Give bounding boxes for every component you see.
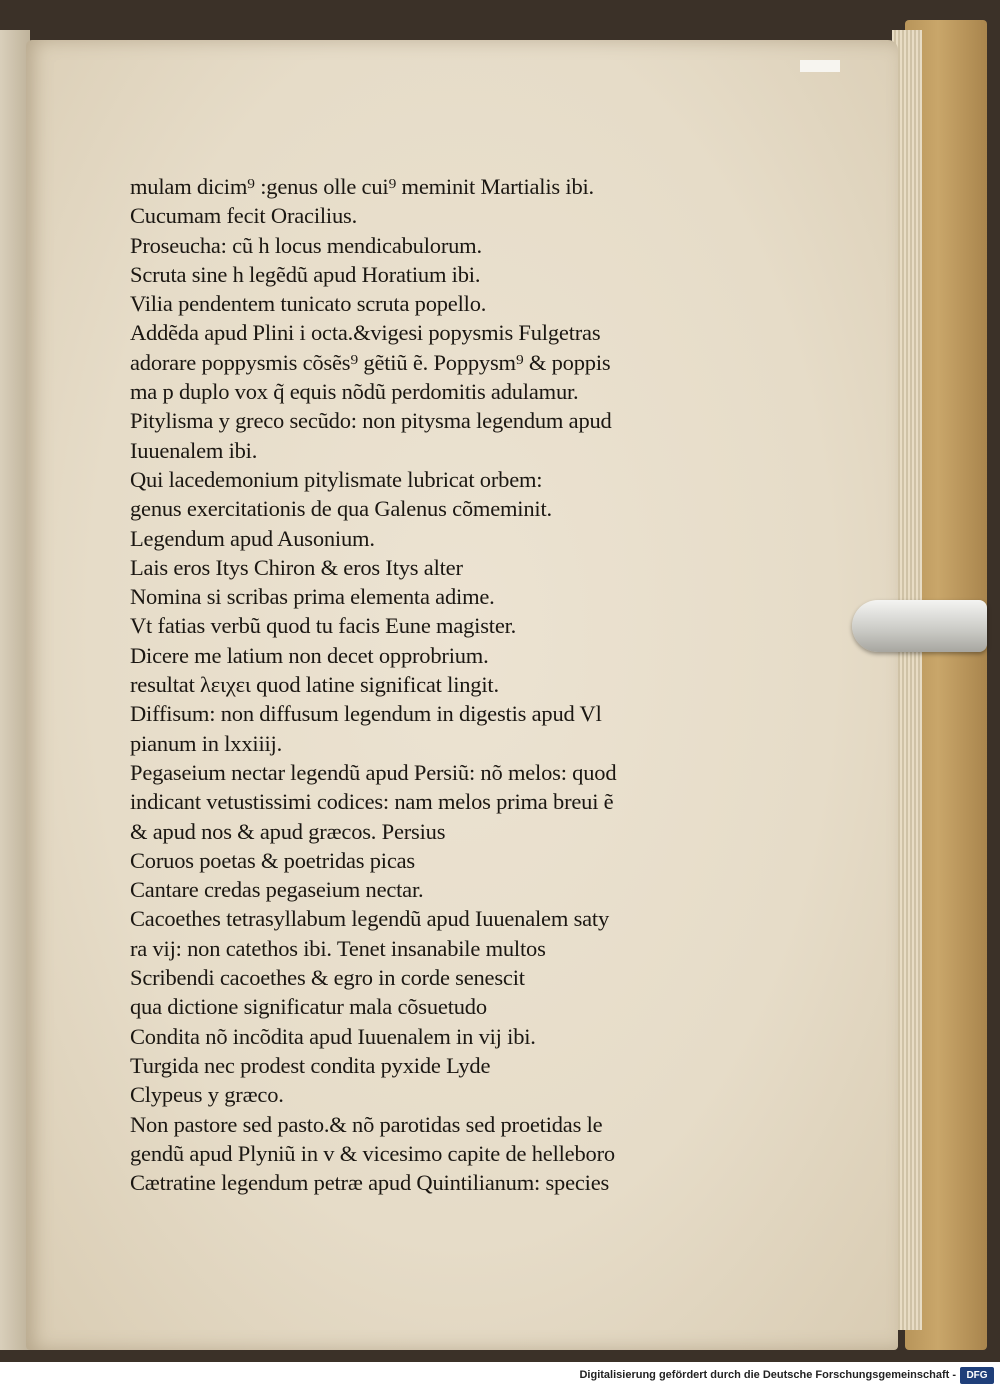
text-line: Coruos poetas & poetridas picas (130, 847, 415, 873)
paper-tab (800, 60, 840, 72)
funding-credit: Digitalisierung gefördert durch die Deutsche Forschungsgemeinschaft - (579, 1369, 956, 1381)
text-line: Nomina si scribas prima elementa adime. (130, 584, 495, 610)
text-line: Scribendi cacoethes & egro in corde senescit (130, 965, 525, 991)
text-line: & apud nos & apud græcos. Persius (130, 818, 446, 844)
text-line: ma p duplo vox q̃ equis nõdũ perdomitis adulamur. (130, 379, 579, 405)
dfg-logo: DFG (960, 1367, 994, 1384)
text-line: Dicere me latium non decet opprobrium. (130, 642, 489, 668)
text-line: ra vij: non catethos ibi. Tenet insanabile multos (130, 935, 546, 961)
text-line: Turgida nec prodest condita pyxide Lyde (130, 1052, 491, 1078)
page-text (130, 172, 750, 1197)
text-line: Clypeus y græco. (130, 1082, 284, 1108)
text-line: Legendum apud Ausonium. (130, 525, 375, 551)
text-line: Vt fatias verbũ quod tu facis Eune magister. (130, 613, 517, 639)
text-line: Condita nõ incõdita apud Iuuenalem in vij ibi. (130, 1023, 536, 1049)
page-clip (852, 600, 987, 652)
text-line: Vilia pendentem tunicato scruta popello. (130, 291, 487, 317)
text-line: Addẽda apud Plini i octa.&vigesi popysmis Fulgetras (130, 320, 601, 346)
text-line: indicant vetustissimi codices: nam melos prima breui ẽ (130, 789, 614, 815)
text-line: Pegaseium nectar legendũ apud Persiũ: nõ melos: quod (130, 759, 617, 785)
text-line: qua dictione significatur mala cõsuetudo (130, 994, 487, 1020)
text-line: Iuuenalem ibi. (130, 437, 258, 463)
text-line: gendũ apud Plyniũ in v & vicesimo capite de helleboro (130, 1140, 615, 1166)
text-line: Scruta sine h legẽdũ apud Horatium ibi. (130, 261, 481, 287)
text-line: pianum in lxxiiij. (130, 730, 283, 756)
text-line: Proseucha: cũ h locus mendicabulorum. (130, 232, 482, 258)
text-line: Cucumam fecit Oracilius. (130, 203, 358, 229)
text-line: Qui lacedemonium pitylismate lubricat orbem: (130, 466, 543, 492)
text-line: Lais eros Itys Chiron & eros Itys alter (130, 554, 463, 580)
text-line: Cætratine legendum petræ apud Quintilianum: species (130, 1170, 610, 1196)
text-line: Cantare credas pegaseium nectar. (130, 877, 424, 903)
text-line: mulam dicim⁹ :genus olle cui⁹ meminit Martialis ibi. (130, 174, 594, 199)
text-line: Cacoethes tetrasyllabum legendũ apud Iuuenalem saty (130, 906, 610, 932)
text-line: Non pastore sed pasto.& nõ parotidas sed proetidas le (130, 1111, 603, 1137)
text-line: resultat λειχει quod latine significat lingit. (130, 672, 499, 698)
footer-bar (0, 1362, 1000, 1390)
text-line: Pitylisma y greco secũdo: non pitysma legendum apud (130, 408, 612, 434)
text-line: genus exercitationis de qua Galenus cõmeminit. (130, 496, 552, 522)
text-line: adorare poppysmis cõsẽs⁹ gẽtiũ ẽ. Poppysm⁹ & poppis (130, 349, 611, 375)
text-line: Diffisum: non diffusum legendum in digestis apud Vl (130, 701, 602, 727)
